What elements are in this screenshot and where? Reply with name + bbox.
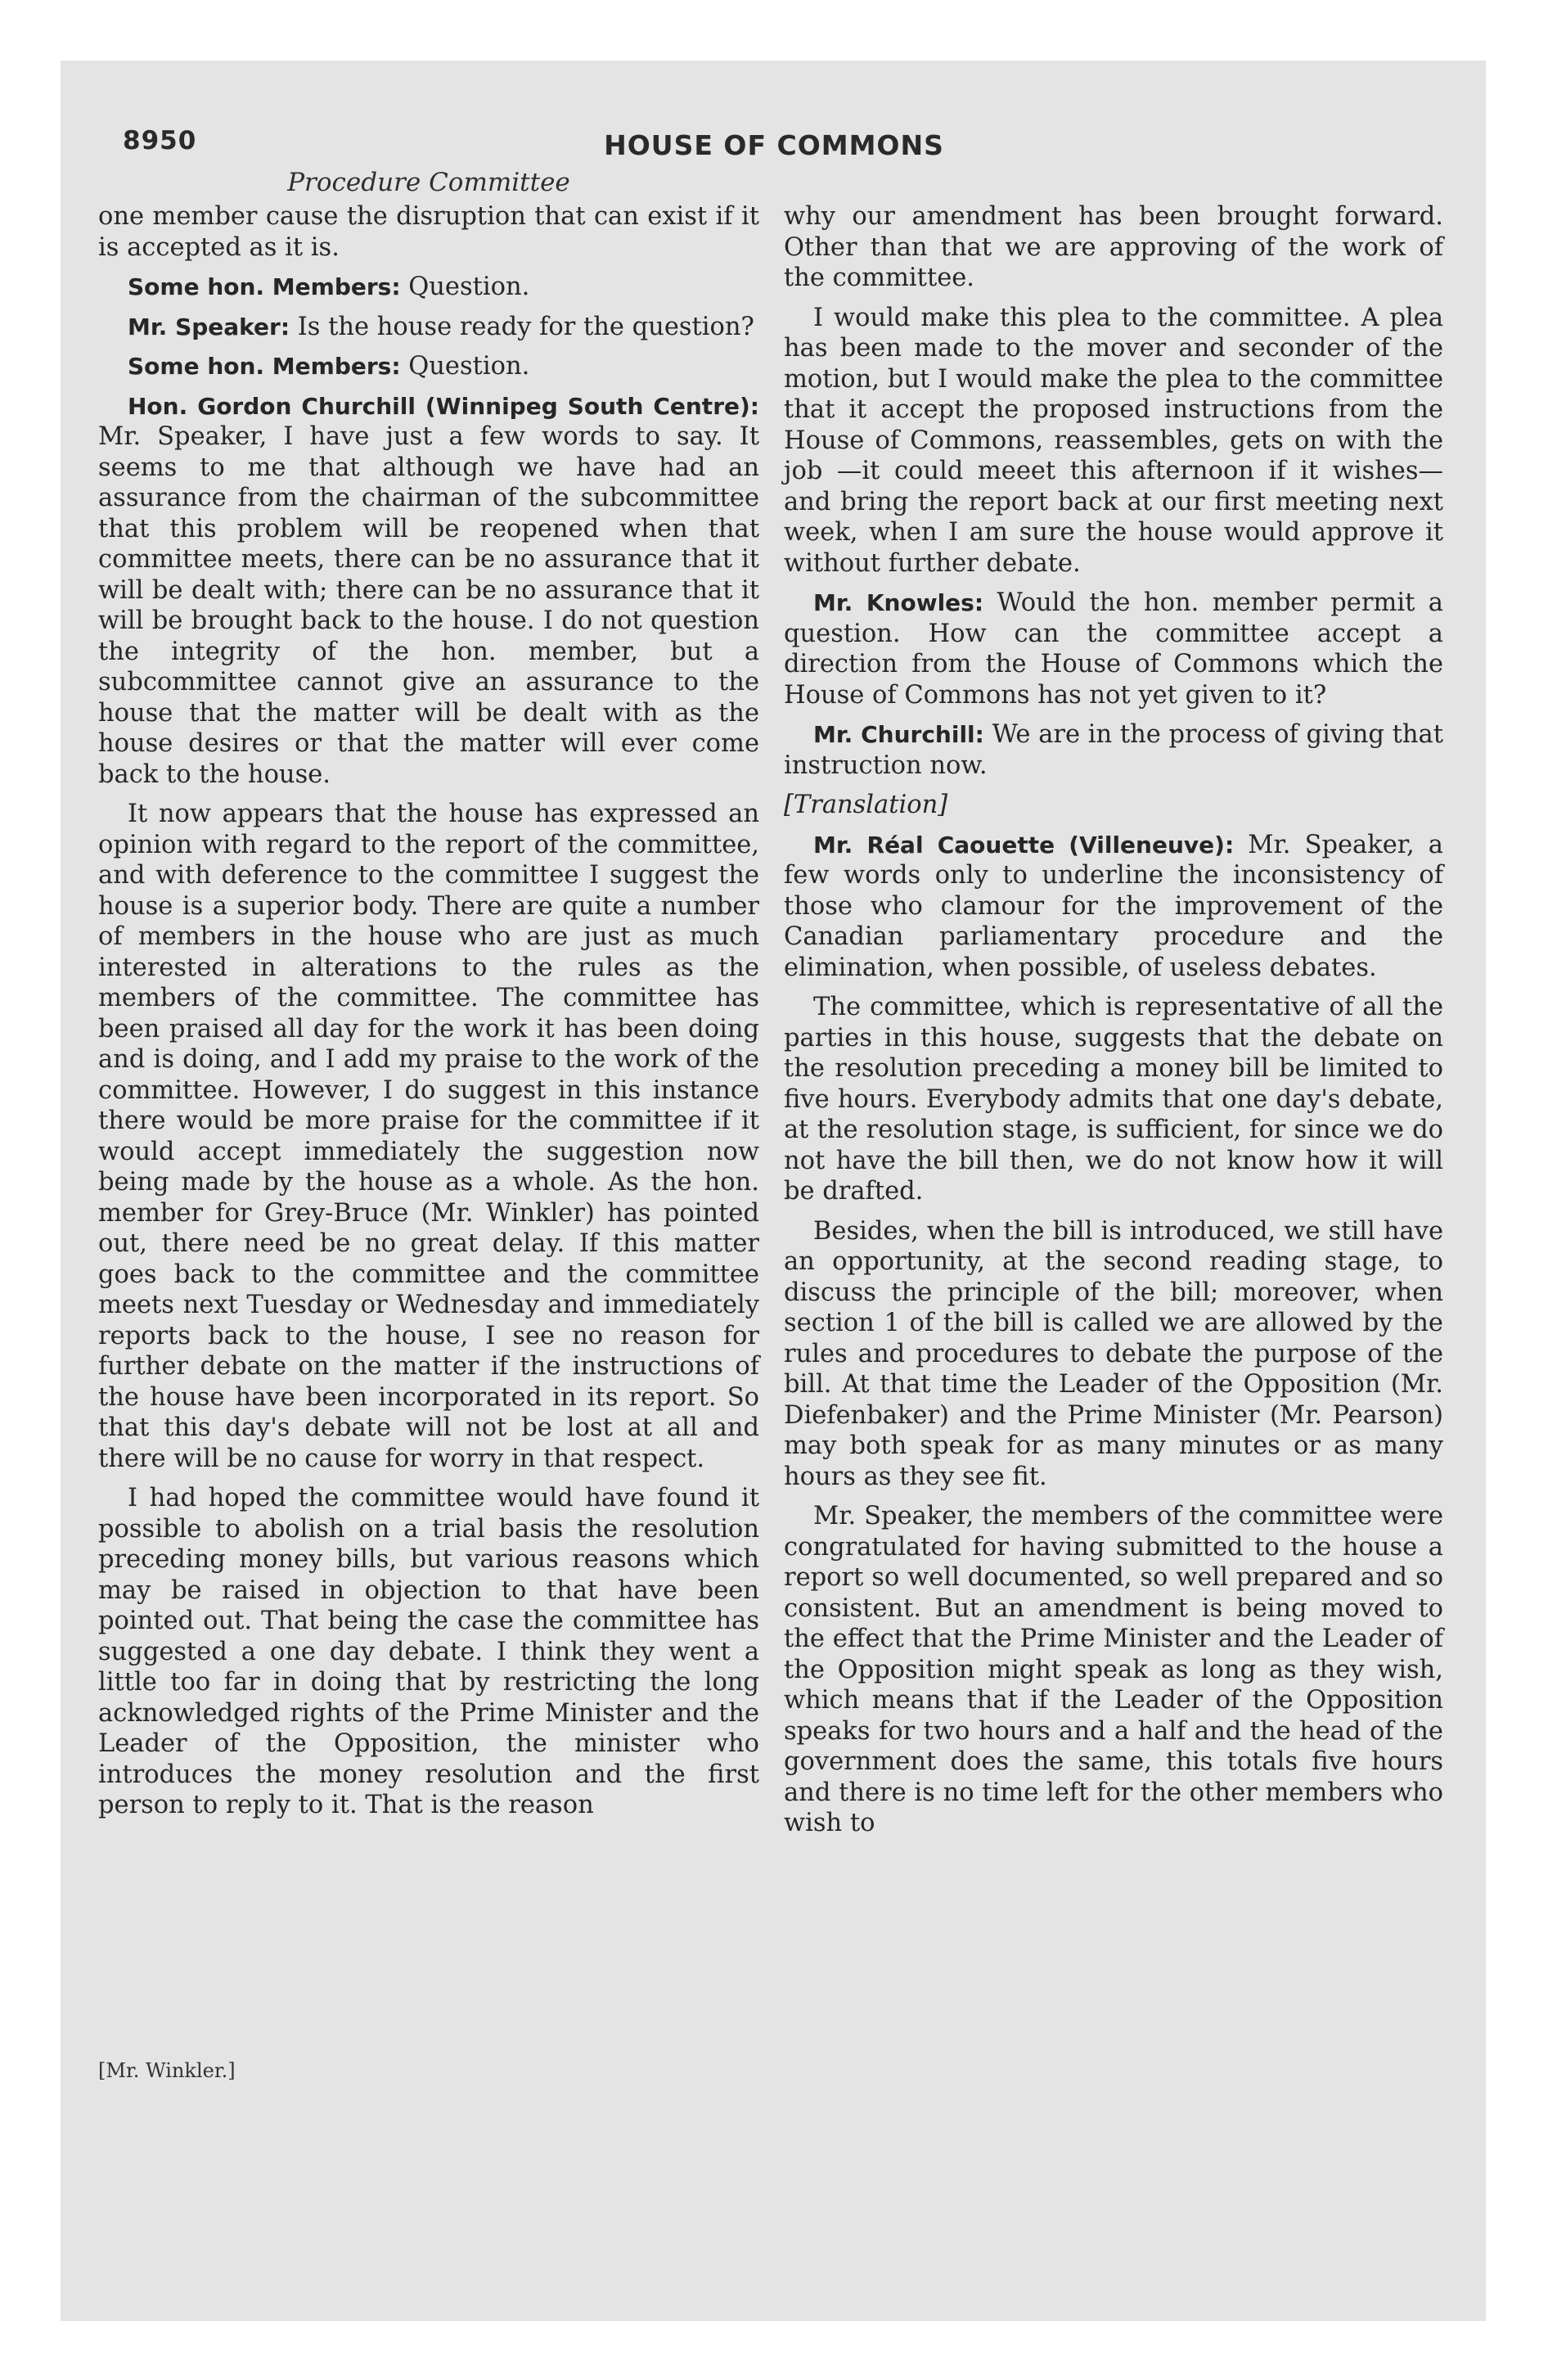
speech	[784, 830, 1443, 984]
speaker-name: Some hon. Members:	[128, 353, 401, 380]
speech-text: Question.	[400, 273, 530, 301]
page-number: 8950	[123, 126, 197, 156]
speech-text: We are in the process of giving that instruction now.	[784, 720, 1443, 780]
speaker-name: Mr. Speaker:	[128, 313, 290, 340]
paragraph: why our amendment has been brought forward. Other than that we are approving of the work of the committee.	[784, 202, 1443, 292]
paragraph: Besides, when the bill is introduced, we still have an opportunity, at the second reading stage, to discuss the principle of the bill; moreover, when section 1 of the bill is called we are allowed by the rules and procedures to debate the purpose of the bill. At that time the Leader of the Opposition (Mr. Diefenbaker) and the Prime Minister (Mr. Pearson) may both speak for as many minutes or as many hours as they see fit.	[784, 1216, 1443, 1491]
speech-text: Mr. Speaker, a few words only to underline the inconsistency of those who clamour for the improvement of the Canadian parliamentary procedure and the elimination, when possible, of useless debates.	[784, 830, 1443, 982]
paragraph: one member cause the disruption that can exist if it is accepted as it is.	[98, 202, 759, 262]
section-heading: Procedure Committee	[287, 168, 570, 197]
running-header: HOUSE OF COMMONS	[604, 129, 944, 161]
paragraph: It now appears that the house has expressed an opinion with regard to the report of the committee, and with deference to the committee I suggest the house is a superior body. There are quite a number of members in the house who are just as much interested in alterations to the rules as the members of the committee. The committee has been praised all day for the work it has been doing and is doing, and I add my praise to the work of the committee. However, I do suggest in this instance there would be more praise for the committee if it would accept immediately the suggestion now being made by the house as a whole. As the hon. member for Grey-Bruce (Mr. Winkler) has pointed out, there need be no great delay. If this matter goes back to the committee and the committee meets next Tuesday or Wednesday and immediately reports back to the house, I see no reason for further debate on the matter if the instructions of the house have been incorporated in its report. So that this day's debate will not be lost at all and there will be no cause for worry in that respect.	[98, 800, 759, 1473]
speech-text: Would the hon. member permit a question. How can the committee accept a direction from the House of Commons which the House of Commons has not yet given to it?	[784, 588, 1443, 710]
speaker-name: Mr. Réal Caouette (Villeneuve):	[813, 831, 1235, 859]
speech	[784, 719, 1443, 781]
translation-marker: [Translation]	[784, 791, 948, 819]
left-column	[98, 201, 759, 1830]
speech	[98, 272, 759, 303]
paragraph: I had hoped the committee would have found it possible to abolish on a trial basis the resolution preceding money bills, but various reasons which may be raised in objection to that have been pointed out. That being the case the committee has suggested a one day debate. I think they went a little too far in doing that by restricting the long acknowledged rights of the Prime Minister and the Leader of the Opposition, the minister who introduces the money resolution and the first person to reply to it. That is the reason	[98, 1484, 759, 1819]
paragraph: The committee, which is representative of all the parties in this house, suggests that the debate on the resolution preceding a money bill be limited to five hours. Everybody admits that one day's debate, at the resolution stage, is sufficient, for since we do not have the bill then, we do not know how it will be drafted.	[784, 993, 1443, 1206]
speaker-name: Hon. Gordon Churchill (Winnipeg South Centre):	[128, 392, 759, 420]
speech-text: Mr. Speaker, I have just a few words to say. It seems to me that although we have had an assurance from the chairman of the subcommittee that this problem will be reopened when that committee meets, there can be no assurance that it will be dealt with; there can be no assurance that it will be brought back to the house. I do not question the integrity of the hon. member, but a subcommittee cannot give an assurance to the house that the matter will be dealt with as the house desires or that the matter will ever come back to the house.	[98, 422, 759, 789]
paragraph: Mr. Speaker, the members of the committee were congratulated for having submitted to the house a report so well documented, so well prepared and so consistent. But an amendment is being moved to the effect that the Prime Minister and the Leader of the Opposition might speak as long as they wish, which means that if the Leader of the Opposition speaks for two hours and a half and the head of the government does the same, this totals five hours and there is no time left for the other members who wish to	[784, 1502, 1443, 1837]
speech-text: Is the house ready for the question?	[290, 312, 754, 341]
speaker-name: Some hon. Members:	[128, 273, 401, 300]
speech	[98, 351, 759, 382]
speech	[98, 391, 759, 791]
speaker-footer: [Mr. Winkler.]	[98, 2059, 236, 2082]
right-column	[784, 201, 1443, 1848]
speech	[98, 312, 759, 343]
paragraph: I would make this plea to the committee. A plea has been made to the mover and seconder of the motion, but I would make the plea to the committee that it accept the proposed instructions from the House of Commons, reassembles, gets on with the job —it could meeet this afternoon if it wishes— and bring the report back at our first meeting next week, when I am sure the house would approve it without further debate.	[784, 303, 1443, 578]
speech-text: Question.	[400, 352, 530, 381]
speech	[784, 588, 1443, 710]
speaker-name: Mr. Knowles:	[813, 589, 984, 616]
speaker-name: Mr. Churchill:	[813, 721, 984, 748]
